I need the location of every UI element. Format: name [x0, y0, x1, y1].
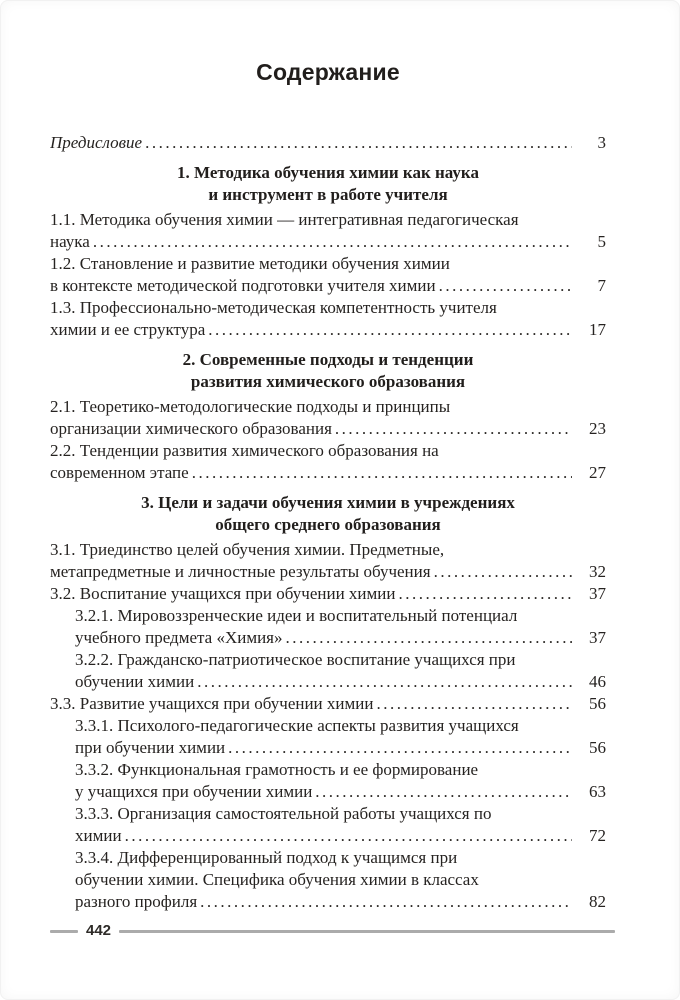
toc-page-number: 7 — [597, 276, 606, 295]
toc-entry — [50, 539, 606, 583]
toc-entry-line — [75, 847, 606, 869]
toc-entry-text: метапредметные и личностные результаты обучения — [50, 562, 431, 581]
dot-leader — [335, 418, 572, 440]
toc-entry-text: 1.2. Становление и развитие методики обучения химии — [50, 254, 450, 273]
toc-entry-line — [75, 605, 606, 627]
toc-page-number: 72 — [589, 826, 606, 845]
toc-entry-text: химии — [75, 826, 122, 845]
toc-entry-text: разного профиля — [75, 892, 198, 911]
toc-page-number: 46 — [589, 672, 606, 691]
toc-entry-text: 3.2. Воспитание учащихся при обучении химии — [50, 584, 396, 603]
toc-entry-line — [50, 209, 606, 231]
toc-entry-line — [50, 297, 606, 319]
dot-leader — [315, 781, 572, 803]
dot-leader — [192, 462, 572, 484]
toc-entry-line — [75, 737, 606, 759]
dot-leader — [145, 132, 572, 154]
dot-leader — [286, 627, 573, 649]
toc-entry — [50, 693, 606, 715]
toc-entry-text: 3.3.2. Функциональная грамотность и ее формирование — [75, 760, 479, 779]
toc-page-number: 23 — [589, 419, 606, 438]
toc-entry-line — [75, 781, 606, 803]
toc-entry-text: 3.3.1. Психолого-педагогические аспекты развития учащихся — [75, 716, 519, 735]
toc-entry-text: химии и ее структура — [50, 320, 206, 339]
toc-page-number: 37 — [589, 584, 606, 603]
toc-entry-text: 3.2.1. Мировоззренческие идеи и воспитательный потенциал — [75, 606, 518, 625]
dot-leader — [208, 319, 572, 341]
toc-entry-line — [75, 891, 606, 913]
toc-entry-text: организации химического образования — [50, 419, 332, 438]
toc-entry — [50, 132, 606, 154]
toc-page-number: 5 — [597, 232, 606, 251]
toc-entry-line — [50, 396, 606, 418]
toc-entry-line — [75, 869, 606, 891]
toc-entry — [50, 803, 606, 847]
toc-entry-line — [75, 715, 606, 737]
toc-entry-text: 1.1. Методика обучения химии — интегративная педагогическая — [50, 210, 519, 229]
toc-entry-line — [50, 440, 606, 462]
toc-section-heading-line: 1. Методика обучения химии как наука — [177, 163, 479, 182]
toc-entry-line — [50, 275, 606, 297]
toc-entry — [50, 209, 606, 253]
toc-entry-text: 2.2. Тенденции развития химического образования на — [50, 441, 439, 460]
toc-entry-text: в контексте методической подготовки учителя химии — [50, 276, 436, 295]
dot-leader — [197, 671, 572, 693]
toc-entry — [50, 583, 606, 605]
toc-entry-line — [50, 253, 606, 275]
toc-section-heading — [50, 349, 606, 393]
toc-entry — [50, 396, 606, 440]
footer-rule-right — [119, 930, 615, 933]
toc-entry-line — [50, 539, 606, 561]
page-content — [50, 58, 606, 913]
toc-page-number: 63 — [589, 782, 606, 801]
toc-page-number: 17 — [589, 320, 606, 339]
toc-entry-line — [75, 627, 606, 649]
toc-entry-text: наука — [50, 232, 90, 251]
toc-entry — [50, 253, 606, 297]
toc-entry-text: при обучении химии — [75, 738, 226, 757]
toc-section-heading-line: 3. Цели и задачи обучения химии в учреждениях — [141, 493, 515, 512]
toc-entry — [50, 847, 606, 913]
dot-leader — [200, 891, 572, 913]
toc-section-heading — [50, 492, 606, 536]
toc-entry-text: 3.3. Развитие учащихся при обучении химии — [50, 694, 374, 713]
toc-page-number: 32 — [589, 562, 606, 581]
footer-rule-left — [50, 930, 78, 933]
toc-entry — [50, 440, 606, 484]
toc-entry-text: учебного предмета «Химия» — [75, 628, 283, 647]
dot-leader — [125, 825, 572, 847]
dot-leader — [434, 561, 572, 583]
toc-entry-line — [50, 583, 606, 605]
toc-entry — [50, 759, 606, 803]
toc-entry-line — [75, 825, 606, 847]
toc-entry-text: обучении химии — [75, 672, 195, 691]
toc-entry-line — [50, 319, 606, 341]
toc-page-number: 27 — [589, 463, 606, 482]
folio-page-number: 442 — [86, 922, 112, 939]
toc-section-heading-line: общего среднего образования — [215, 515, 441, 534]
dot-leader — [398, 583, 572, 605]
toc-page-number: 82 — [589, 892, 606, 911]
toc-entry-line — [50, 418, 606, 440]
toc-entry-text: 1.3. Профессионально-методическая компетентность учителя — [50, 298, 497, 317]
toc-entry — [50, 715, 606, 759]
toc-entry-text: 3.2.2. Гражданско-патриотическое воспитание учащихся при — [75, 650, 516, 669]
toc-section-heading-line: и инструмент в работе учителя — [208, 185, 448, 204]
toc-entry-line — [75, 803, 606, 825]
toc-entry — [50, 649, 606, 693]
toc-page-number: 3 — [597, 133, 606, 152]
toc-entry-line — [50, 132, 606, 154]
toc-page-number: 37 — [589, 628, 606, 647]
toc-section-heading-line: 2. Современные подходы и тенденции — [182, 350, 474, 369]
toc-section-heading — [50, 162, 606, 206]
toc-entry-text: обучении химии. Специфика обучения химии в классах — [75, 870, 479, 889]
dot-leader — [93, 231, 572, 253]
toc-entry-text: 3.1. Триединство целей обучения химии. Предметные, — [50, 540, 445, 559]
toc-entry-text: 2.1. Теоретико-методологические подходы и принципы — [50, 397, 451, 416]
toc-entry-text: современном этапе — [50, 463, 189, 482]
table-of-contents — [50, 132, 606, 913]
toc-entry — [50, 605, 606, 649]
toc-entry-line — [50, 693, 606, 715]
toc-entry-line — [75, 759, 606, 781]
toc-section-heading-line: развития химического образования — [190, 372, 466, 391]
toc-entry-text: у учащихся при обучении химии — [75, 782, 313, 801]
toc-entry-line — [75, 649, 606, 671]
dot-leader — [439, 275, 572, 297]
toc-entry-line — [50, 462, 606, 484]
toc-entry-text: Предисловие — [50, 133, 143, 152]
toc-entry-line — [75, 671, 606, 693]
dot-leader — [228, 737, 572, 759]
toc-entry-text: 3.3.4. Дифференцированный подход к учащимся при — [75, 848, 458, 867]
toc-page-number: 56 — [589, 738, 606, 757]
dot-leader — [376, 693, 572, 715]
page-title: Содержание — [256, 59, 400, 85]
toc-entry-line — [50, 231, 606, 253]
page-footer — [50, 923, 615, 939]
toc-entry-text: 3.3.3. Организация самостоятельной работы учащихся по — [75, 804, 492, 823]
toc-entry — [50, 297, 606, 341]
toc-entry-line — [50, 561, 606, 583]
toc-page-number: 56 — [589, 694, 606, 713]
